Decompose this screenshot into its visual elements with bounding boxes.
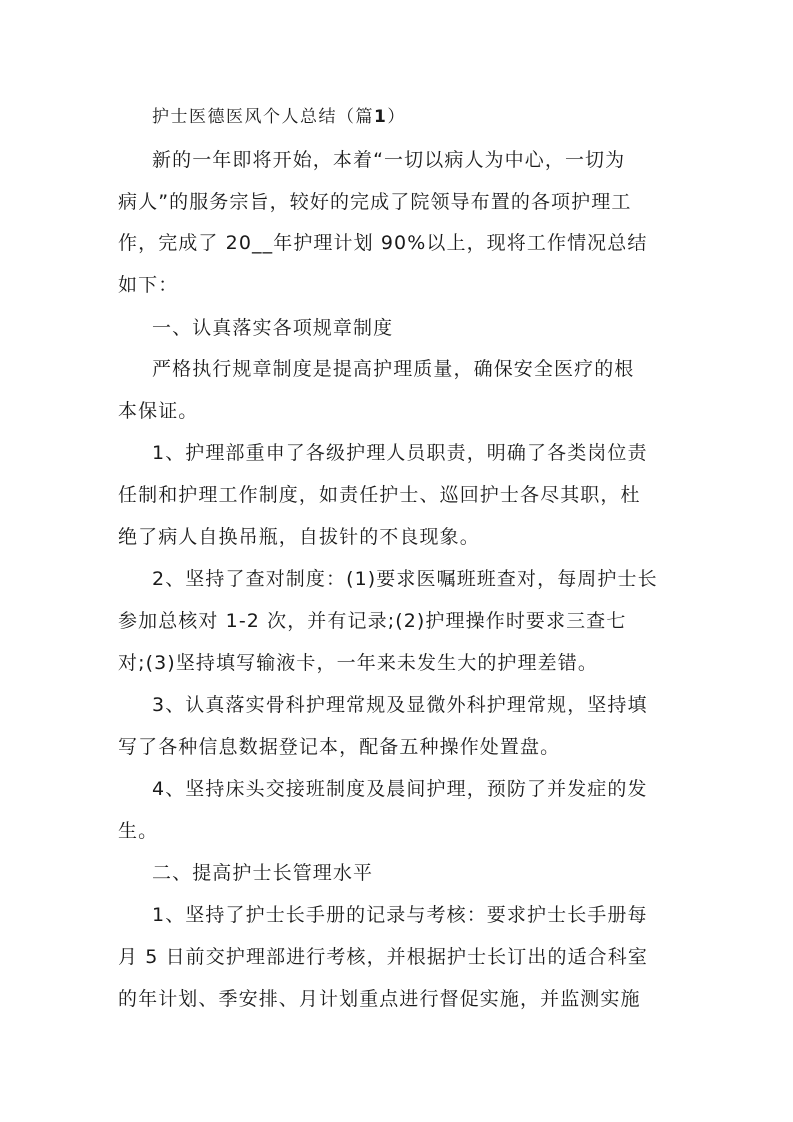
paragraph-line: 对;(3)坚持填写输液卡，一年来未发生大的护理差错。 [118,652,598,674]
paragraph-line: 月 5 日前交护理部进行考核，并根据护士长订出的适合科室 [118,946,648,968]
paragraph-line: 1、坚持了护士长手册的记录与考核：要求护士长手册每 [152,904,648,926]
title-text: 护士医德医风个人总结（篇 [152,107,374,127]
paragraph-line: 绝了病人自换吊瓶，自拔针的不良现象。 [118,526,480,548]
paragraph-line: 新的一年即将开始，本着“一切以病人为中心，一切为 [152,149,626,171]
paragraph-line: 参加总核对 1-2 次，并有记录;(2)护理操作时要求三查七 [118,610,627,632]
paragraph-line: 3、认真落实骨科护理常规及显微外科护理常规，坚持填 [152,694,648,716]
section-heading: 一、认真落实各项规章制度 [152,317,394,339]
paragraph-line: 病人”的服务宗旨，较好的完成了院领导布置的各项护理工 [118,191,632,213]
paragraph-line: 1、护理部重申了各级护理人员职责，明确了各类岗位责 [152,442,648,464]
section-heading: 二、提高护士长管理水平 [152,862,374,884]
title-close: ） [387,107,406,127]
paragraph-line: 写了各种信息数据登记本，配备五种操作处置盘。 [118,736,561,758]
paragraph-line: 任制和护理工作制度，如责任护士、巡回护士各尽其职，杜 [118,484,641,506]
title-number: 1 [374,107,388,127]
paragraph-line: 严格执行规章制度是提高护理质量，确保安全医疗的根 [152,358,635,380]
paragraph-line: 的年计划、季安排、月计划重点进行督促实施，并监测实施 [118,988,641,1010]
paragraph-line: 生。 [118,820,159,842]
paragraph-line: 如下： [118,274,179,296]
paragraph-line: 2、坚持了查对制度：(1)要求医嘱班班查对，每周护士长 [152,568,658,590]
paragraph-line: 本保证。 [118,400,199,422]
paragraph-line: 4、坚持床头交接班制度及晨间护理，预防了并发症的发 [152,778,648,800]
document-title [152,105,406,129]
paragraph-line: 作，完成了 20__年护理计划 90%以上，现将工作情况总结 [118,232,648,254]
